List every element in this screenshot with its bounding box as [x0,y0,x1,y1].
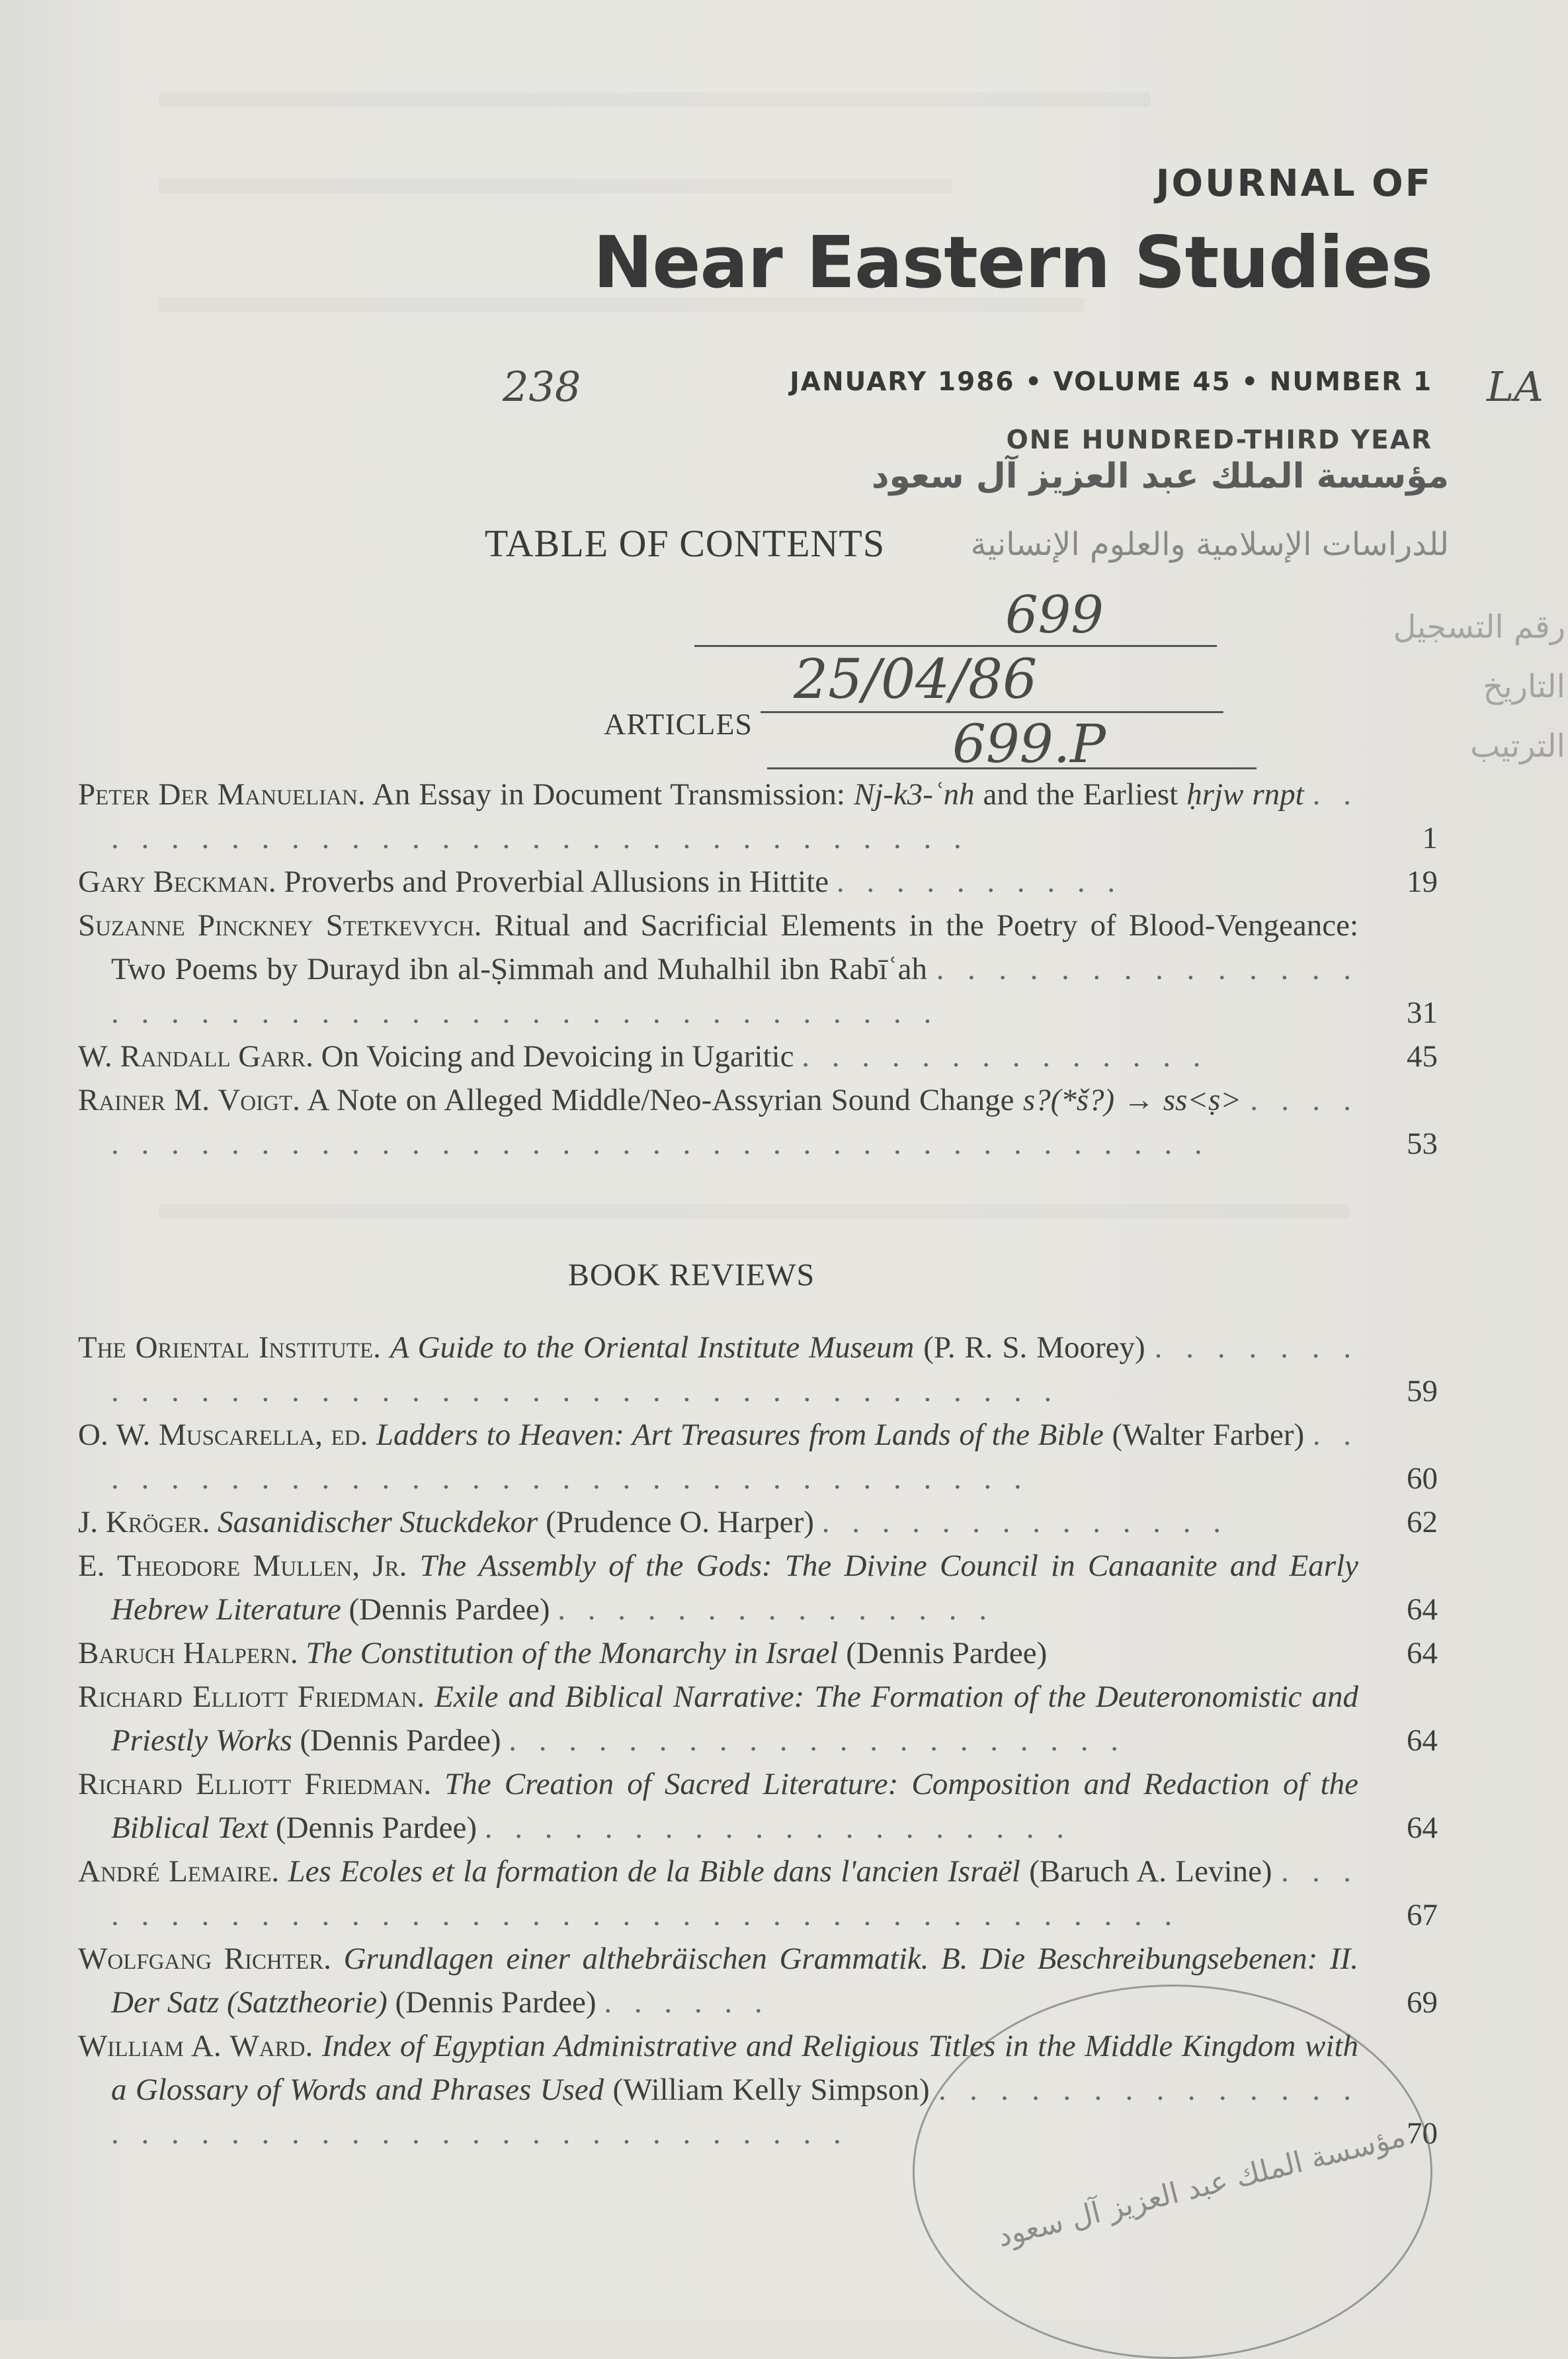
reviewer: (P. R. S. [923,1330,1028,1365]
stamp-field-label: الترتيب [1470,728,1565,765]
page-number: 64 [1407,1811,1438,1845]
handwritten-date: 25/04/86 [794,648,1038,711]
handwritten-registration-number: 699 [1005,585,1104,645]
page-number: 53 [1407,1127,1438,1161]
leader-dots: . . . . . . [604,1985,770,2020]
article-entry[interactable] [78,860,1438,904]
issue-line: JANUARY 1986 • VOLUME 45 • NUMBER 1 [790,367,1432,397]
article-title: Proverbs and Proverbial Allusions in Hittite [284,865,829,899]
stamp-line: للدراسات الإسلامية والعلوم الإنسانية [970,526,1449,563]
leader-dots: . . . . . . . . . . . . . . . . . . . . . . . . . . . . . . . . . . . . . . . [111,1330,1359,1408]
leader-dots: . . . . . . . . . . . . . . [802,1039,1208,1074]
reviewer: (Dennis Pardee) [349,1592,550,1627]
page-number: 60 [1407,1461,1438,1496]
bleed-through-line [159,1204,1349,1219]
review-entry[interactable] [78,1500,1438,1544]
stamp-line: مؤسسة الملك عبد العزيز آل سعود [871,456,1449,496]
reviewer: (Dennis Pardee) [846,1636,1048,1670]
articles-list [78,773,1438,1166]
page-number: 64 [1407,1636,1438,1670]
review-author: Richard Elliott Friedman. [78,1680,425,1714]
page-number: 64 [1407,1592,1438,1627]
review-author: André Lemaire. [78,1854,280,1889]
review-work-title: Ladders to Heaven: Art Treasures from Lands of the [376,1418,1030,1452]
review-author: O. W. Muscarella, ed. [78,1418,368,1452]
review-author: J. Kröger. [78,1505,210,1539]
page-number: 45 [1407,1039,1438,1074]
review-entry[interactable] [78,1762,1438,1850]
article-author: Peter Der Manuelian. [78,777,366,812]
leader-dots: . . . . . . . . . . . . . . . . . . . . [484,1811,1071,1845]
page-number: 1 [1422,821,1438,855]
bleed-through-line [159,179,952,193]
article-author: Suzanne Pinckney Stetkevych. [78,908,482,943]
review-work-title: Bible [1038,1418,1104,1452]
article-entry[interactable] [78,773,1438,860]
review-entry[interactable] [78,1326,1438,1413]
review-entry[interactable] [78,1631,1438,1675]
handwritten-accession-number: 238 [503,363,581,411]
review-work-title: The Assembly of the Gods: The Divine Council in [419,1549,1075,1583]
article-title-italic: s?(*š?) → ss<ṣ> [1022,1083,1242,1117]
review-author: William A. Ward. [78,2029,313,2063]
table-of-contents-title: TABLE OF CONTENTS [484,522,886,565]
article-author: Rainer M. Voigt. [78,1083,300,1117]
reviewer: (Baruch A. Levine) [1029,1854,1272,1889]
leader-dots: . . . . . . . . . . . . . . . . . . . . . . . . . . . . . . . . . . . . . . . . . [111,1083,1359,1161]
stamp-field-label: التاريخ [1483,668,1565,705]
review-author: E. Theodore Mullen, Jr. [78,1549,407,1583]
review-work-title: Grundlagen einer althebräischen Grammatik. B. Die [343,1942,1025,1976]
reviewer: Moorey) [1036,1330,1145,1365]
review-work-title: the Deuteronomistic and Priestly Works [111,1680,1359,1758]
article-title: On Voicing and Devoicing in Ugaritic [321,1039,794,1074]
page-number: 70 [1407,2116,1438,2151]
review-entry[interactable] [78,1544,1438,1631]
leader-dots: . . . . . . . . . . . . . . . . . . . . . . . . . . . . . . . [111,777,1359,855]
page-number: 64 [1407,1723,1438,1758]
book-reviews-heading: BOOK REVIEWS [567,1258,815,1293]
article-title-italic: ḥrjw rnpt [1186,777,1304,812]
article-author: Gary Beckman. [78,865,276,899]
review-author: Richard Elliott Friedman. [78,1767,432,1801]
articles-heading: ARTICLES [603,707,753,741]
review-work-title: Beschreibungsebenen: II. Der Satz (Satztheorie) [111,1942,1359,2020]
review-author: The Oriental Institute. [78,1330,381,1365]
review-work-title: Exile and Biblical Narrative: The Formation of [434,1680,1038,1714]
page-number: 62 [1407,1505,1438,1539]
review-entry[interactable] [78,1850,1438,1937]
review-author: Baruch Halpern. [78,1636,298,1670]
page-number: 67 [1407,1898,1438,1932]
reviewer: Simpson) [810,2073,930,2107]
leader-dots: . . . . . . . . . . . . . . . . . . . . . [509,1723,1126,1758]
page-number: 59 [1407,1374,1438,1408]
leader-dots: . . . . . . . . . . . . . . . . . . . . . . . . . . . . . . . . . . . . . . . . . . [111,952,1358,1030]
article-entry[interactable] [78,1078,1438,1166]
review-work-title: Index of Egyptian Administrative and Religious Titles in the Middle Kingdom with a Glossary of Words and Phrases Used [111,2029,1359,2107]
review-work-title: and Redaction of the Biblical Text [111,1767,1359,1845]
leader-dots: . . . . . . . . . . . . . . . . . . . . . . . . . . . . . . . . . . . . . . . [111,2073,1359,2151]
article-entry[interactable] [78,1035,1438,1078]
leader-dots: . . . . . . . . . . [836,865,1123,899]
review-work-title: Sasanidischer Stuckdekor [218,1505,538,1539]
page-number: 69 [1407,1985,1438,2020]
article-entry[interactable] [78,904,1438,1035]
circular-library-stamp [913,1985,1432,2359]
article-title: Rabīʿah [829,952,927,986]
bleed-through-line [159,93,1151,107]
article-title: An Essay in Document Transmission: [372,777,845,812]
review-author: Wolfgang Richter. [78,1942,331,1976]
leader-dots: . . . . . . . . . . . . . . . [557,1592,995,1627]
circular-stamp-text: مؤسسة الملك عبد العزيز آل سعود [994,2120,1409,2254]
journal-of-label: JOURNAL OF [1155,162,1432,205]
review-work-title: A Guide to the Oriental Institute Museum [390,1330,915,1365]
review-work-title: Les Ecoles et la formation de la Bible dans l'ancien Israël [288,1854,1020,1889]
article-title: A Note on Alleged Middle/Neo-Assyrian Sound Change [307,1083,1014,1117]
year-line: ONE HUNDRED-THIRD YEAR [1006,425,1432,455]
journal-title: Near Eastern Studies [593,222,1432,304]
leader-dots: . . . . . . . . . . . . . . . . . . . . . . . . . . . . . . . . . . . . . . . [111,1854,1358,1932]
page-number: 31 [1407,996,1438,1030]
review-entry[interactable] [78,1675,1438,1762]
review-entry[interactable] [78,1413,1438,1500]
leader-dots: . . . . . . . . . . . . . . . . . . . . . . . . . . . . . . . . . [111,1418,1359,1496]
stamp-field-label: رقم التسجيل [1393,609,1565,646]
review-work-title: The Creation of Sacred Literature: Composition [444,1767,1071,1801]
handwritten-margin-mark: LA [1487,363,1544,411]
article-title: Ritual and Sacrificial Elements in the Poetry of Blood-Vengeance: Two Poems by Durayd ibn al-Ṣimmah and Muhalhil ibn [111,908,1359,986]
reviewer: (William Kelly [612,2073,802,2107]
stamp-rule [694,645,1217,647]
article-title-italic: Nj-k3-ʿnh [853,777,975,812]
review-work-title: Canaanite and Early Hebrew Literature [111,1549,1359,1627]
article-title: and the Earliest [983,777,1178,812]
leader-dots: . . . . . . . . . . . . . . [821,1505,1228,1539]
reviewer: (Dennis Pardee) [275,1811,477,1845]
review-work-title: The Constitution of the Monarchy in Israel [306,1636,839,1670]
reviewer: (Dennis Pardee) [395,1985,597,2020]
reviewer: (Dennis Pardee) [300,1723,501,1758]
reviewer: (Walter Farber) [1112,1418,1305,1452]
handwritten-shelf-number: 699.P [952,713,1106,775]
article-author: W. Randall Garr. [78,1039,313,1074]
page-number: 19 [1407,865,1438,899]
reviewer: (Prudence O. Harper) [546,1505,814,1539]
